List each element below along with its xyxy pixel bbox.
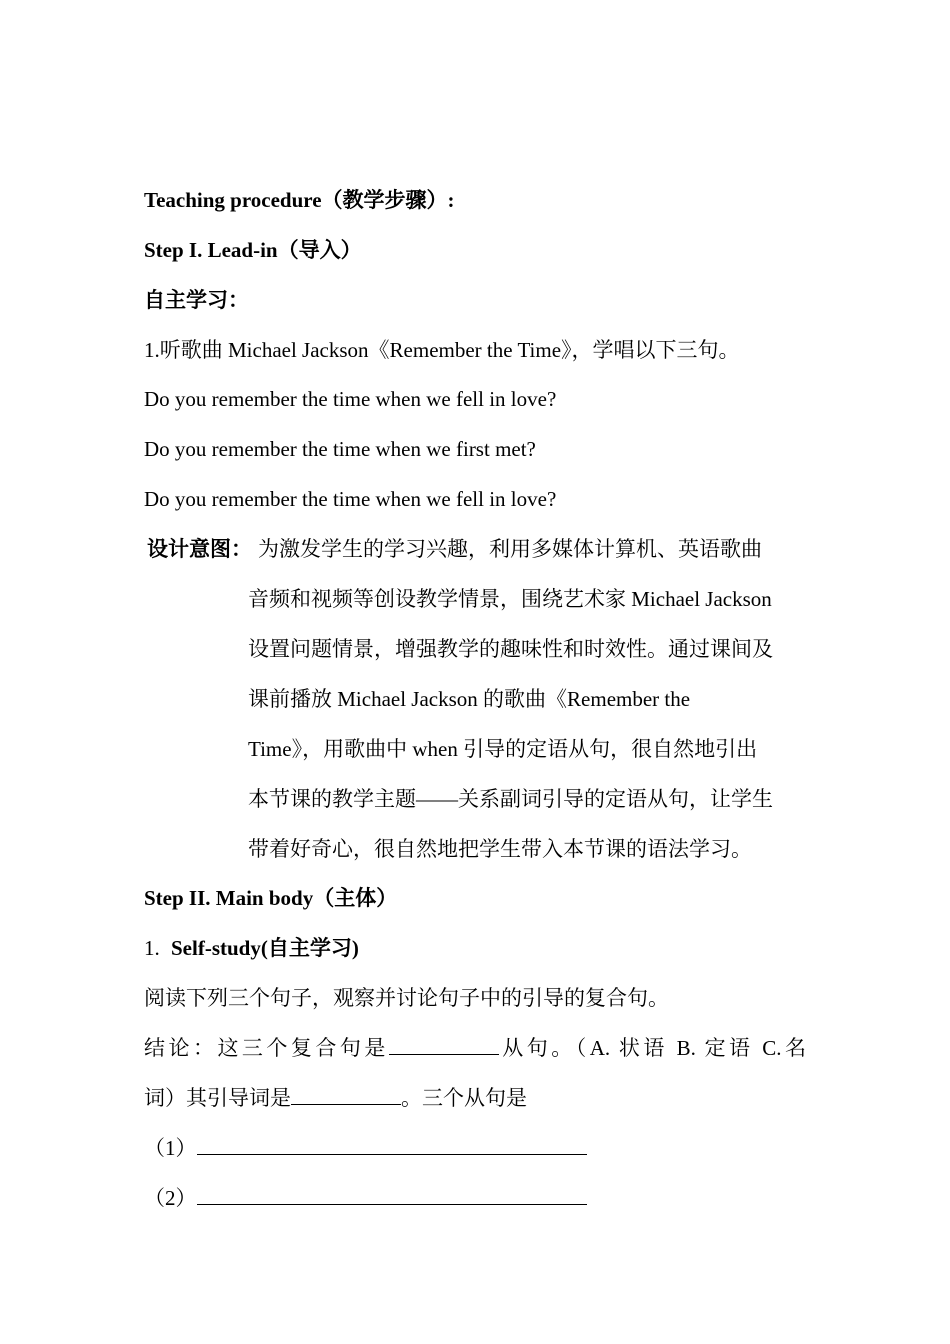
conclusion-line-1 bbox=[144, 1034, 806, 1062]
self-study-title: Self-study(自主学习) bbox=[171, 936, 359, 960]
answer-label-2: （2） bbox=[144, 1186, 197, 1210]
answer-line-2 bbox=[144, 1184, 587, 1212]
document-heading: Teaching procedure（教学步骤）: bbox=[144, 188, 455, 212]
design-intent-line-5: Time》，用歌曲中 when 引导的定语从句，很自然地引出 bbox=[248, 737, 758, 761]
answer-line-1 bbox=[144, 1134, 587, 1162]
clause-type-blank[interactable] bbox=[389, 1034, 499, 1055]
conclusion-text-c: 词）其引导词是 bbox=[144, 1086, 291, 1110]
step1-item1: 1.听歌曲 Michael Jackson《Remember the Time》，学唱以下三句。 bbox=[144, 338, 740, 362]
design-intent-line-4: 课前播放 Michael Jackson 的歌曲《Remember the bbox=[248, 687, 691, 711]
answer-blank-1[interactable] bbox=[197, 1134, 587, 1155]
answer-blank-2[interactable] bbox=[197, 1184, 587, 1205]
step2-title: Step II. Main body（主体） bbox=[144, 886, 398, 910]
relative-word-blank[interactable] bbox=[291, 1084, 401, 1105]
step1-title: Step I. Lead-in（导入） bbox=[144, 238, 362, 262]
conclusion-text-b: 从句。（A. 状语 B. 定语 C.名 bbox=[498, 1036, 807, 1060]
design-intent-line-6: 本节课的教学主题——关系副词引导的定语从句，让学生 bbox=[248, 787, 773, 811]
design-intent-line-3: 设置问题情景，增强教学的趣味性和时效性。通过课间及 bbox=[248, 637, 773, 661]
lyric-line-1: Do you remember the time when we fell in love? bbox=[144, 387, 557, 411]
conclusion-text-d: 。三个从句是 bbox=[401, 1086, 527, 1110]
answer-label-1: （1） bbox=[144, 1136, 197, 1160]
design-intent-line-7: 带着好奇心，很自然地把学生带入本节课的语法学习。 bbox=[248, 837, 752, 861]
design-intent-line-1: 为激发学生的学习兴趣，利用多媒体计算机、英语歌曲 bbox=[258, 537, 762, 561]
design-intent-label: 设计意图： bbox=[147, 537, 252, 561]
lyric-line-3: Do you remember the time when we fell in love? bbox=[144, 487, 557, 511]
step1-subhead: 自主学习： bbox=[144, 288, 249, 312]
design-intent-line-2: 音频和视频等创设教学情景，围绕艺术家 Michael Jackson bbox=[248, 587, 772, 611]
self-study-heading bbox=[144, 934, 359, 962]
self-study-instruction: 阅读下列三个句子，观察并讨论句子中的引导的复合句。 bbox=[144, 986, 669, 1010]
conclusion-line-2 bbox=[144, 1084, 527, 1112]
conclusion-text-a: 结论：这三个复合句是 bbox=[144, 1036, 389, 1060]
lyric-line-2: Do you remember the time when we first met? bbox=[144, 437, 536, 461]
self-study-number: 1. bbox=[144, 936, 160, 960]
